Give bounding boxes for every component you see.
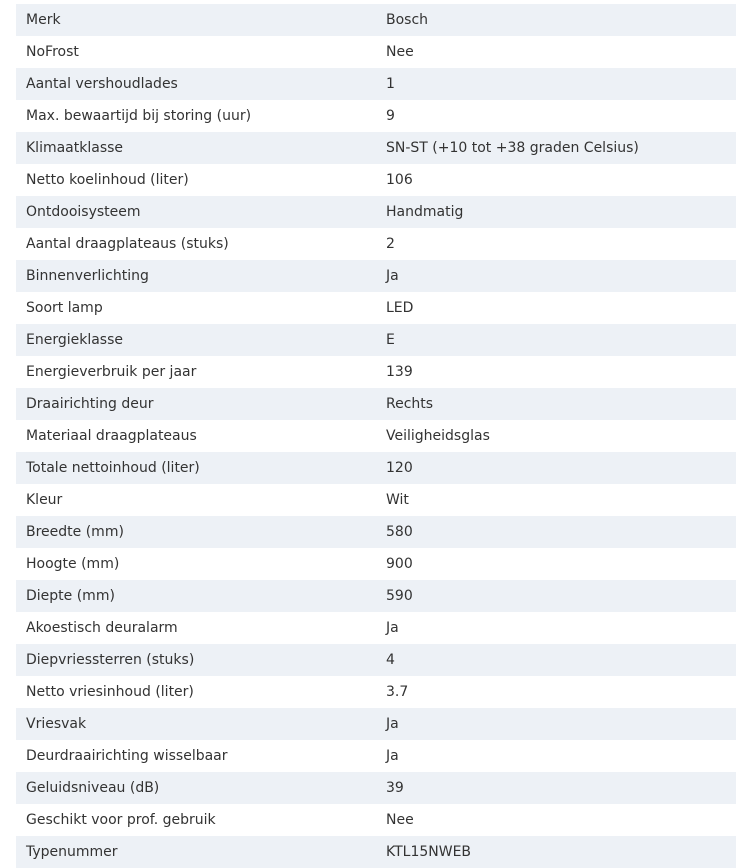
spec-row: [16, 260, 736, 292]
spec-value: Nee: [386, 44, 414, 60]
spec-row: [16, 420, 736, 452]
spec-label: Totale nettoinhoud (liter): [26, 460, 200, 476]
spec-row: [16, 100, 736, 132]
spec-value: Nee: [386, 812, 414, 828]
spec-row: [16, 612, 736, 644]
spec-row: [16, 676, 736, 708]
spec-label: Aantal draagplateaus (stuks): [26, 236, 229, 252]
spec-value: E: [386, 332, 395, 348]
spec-value: 1: [386, 76, 395, 92]
spec-row: [16, 772, 736, 804]
spec-value: 590: [386, 588, 413, 604]
spec-value: 900: [386, 556, 413, 572]
spec-row: [16, 516, 736, 548]
spec-row: [16, 292, 736, 324]
spec-label: Breedte (mm): [26, 524, 124, 540]
spec-label: Aantal vershoudlades: [26, 76, 178, 92]
spec-value: 39: [386, 780, 404, 796]
spec-label: Materiaal draagplateaus: [26, 428, 197, 444]
spec-row: [16, 548, 736, 580]
spec-value: 139: [386, 364, 413, 380]
spec-value: SN-ST (+10 tot +38 graden Celsius): [386, 140, 639, 156]
spec-value: 3.7: [386, 684, 409, 700]
spec-label: Hoogte (mm): [26, 556, 120, 572]
spec-label: NoFrost: [26, 44, 79, 60]
spec-value: 120: [386, 460, 413, 476]
spec-label: Typenummer: [26, 844, 118, 860]
spec-label: Netto vriesinhoud (liter): [26, 684, 194, 700]
spec-label: Akoestisch deuralarm: [26, 620, 178, 636]
spec-value: 580: [386, 524, 413, 540]
spec-row: [16, 804, 736, 836]
spec-value: Ja: [386, 620, 399, 636]
spec-label: Draairichting deur: [26, 396, 154, 412]
spec-row: [16, 484, 736, 516]
spec-row: [16, 196, 736, 228]
spec-label: Merk: [26, 12, 61, 28]
specifications-body: [16, 4, 736, 868]
spec-value: Veiligheidsglas: [386, 428, 490, 444]
spec-value: LED: [386, 300, 414, 316]
spec-label: Ontdooisysteem: [26, 204, 141, 220]
spec-row: [16, 228, 736, 260]
spec-label: Geschikt voor prof. gebruik: [26, 812, 216, 828]
spec-label: Netto koelinhoud (liter): [26, 172, 189, 188]
spec-value: Ja: [386, 268, 399, 284]
spec-value: Rechts: [386, 396, 434, 412]
spec-row: [16, 836, 736, 868]
spec-row: [16, 36, 736, 68]
spec-row: [16, 740, 736, 772]
spec-value: Wit: [386, 492, 409, 508]
spec-label: Deurdraairichting wisselbaar: [26, 748, 228, 764]
spec-value: Ja: [386, 716, 399, 732]
spec-row: [16, 356, 736, 388]
spec-row: [16, 452, 736, 484]
spec-label: Energieverbruik per jaar: [26, 364, 197, 380]
spec-value: 4: [386, 652, 395, 668]
spec-label: Diepvriessterren (stuks): [26, 652, 195, 668]
spec-value: Handmatig: [386, 204, 464, 220]
spec-label: Klimaatklasse: [26, 140, 124, 156]
spec-row: [16, 644, 736, 676]
spec-row: [16, 4, 736, 36]
spec-value: 2: [386, 236, 395, 252]
spec-row: [16, 132, 736, 164]
spec-label: Geluidsniveau (dB): [26, 780, 160, 796]
spec-value: Ja: [386, 748, 399, 764]
specifications-table: [16, 4, 736, 868]
spec-row: [16, 68, 736, 100]
spec-label: Diepte (mm): [26, 588, 115, 604]
spec-value: 9: [386, 108, 395, 124]
spec-label: Vriesvak: [26, 716, 87, 732]
spec-value: 106: [386, 172, 413, 188]
spec-row: [16, 580, 736, 612]
spec-row: [16, 388, 736, 420]
spec-row: [16, 324, 736, 356]
spec-label: Max. bewaartijd bij storing (uur): [26, 108, 252, 124]
spec-value: KTL15NWEB: [386, 844, 472, 860]
spec-label: Kleur: [26, 492, 63, 508]
spec-label: Binnenverlichting: [26, 268, 149, 284]
spec-row: [16, 708, 736, 740]
spec-value: Bosch: [386, 12, 429, 28]
spec-label: Energieklasse: [26, 332, 124, 348]
spec-row: [16, 164, 736, 196]
spec-label: Soort lamp: [26, 300, 103, 316]
